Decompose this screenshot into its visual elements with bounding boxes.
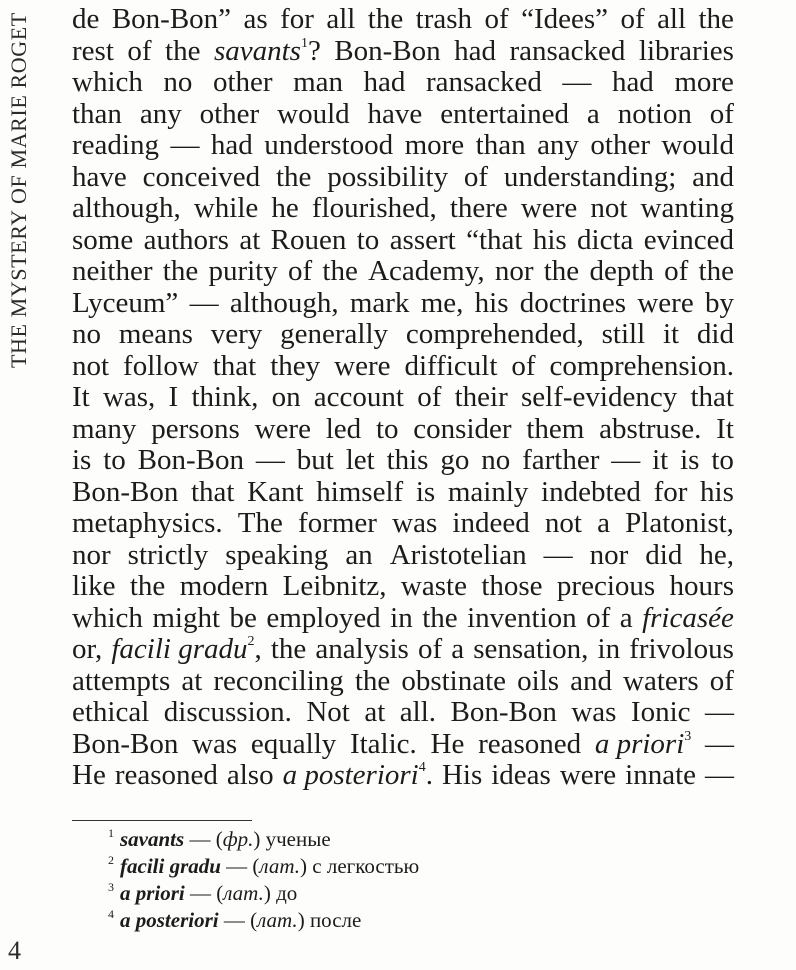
word: this bbox=[386, 444, 429, 476]
word: their bbox=[454, 381, 508, 413]
footnote-separator: — ( bbox=[184, 827, 223, 851]
word: man bbox=[293, 66, 343, 98]
word: mainly bbox=[447, 475, 529, 508]
word: had bbox=[611, 66, 654, 98]
word: himself bbox=[316, 475, 404, 508]
word: neither bbox=[72, 255, 153, 287]
word: trash bbox=[415, 3, 473, 35]
word: is bbox=[72, 444, 92, 476]
word: more bbox=[404, 129, 465, 161]
word: — bbox=[705, 696, 734, 728]
word: The bbox=[237, 507, 283, 539]
word: no bbox=[481, 444, 511, 476]
word: they bbox=[270, 349, 321, 382]
footnote-rule bbox=[72, 820, 252, 821]
word: account bbox=[313, 381, 404, 413]
word: — bbox=[705, 727, 734, 760]
word: those bbox=[481, 570, 543, 602]
word: all. bbox=[399, 696, 437, 728]
word: in bbox=[597, 633, 621, 665]
word: Bon-Bon bbox=[334, 34, 441, 67]
text-line bbox=[72, 571, 734, 603]
text-line bbox=[72, 4, 734, 36]
word: Bon-Bon bbox=[72, 475, 179, 508]
footnote-separator: — ( bbox=[220, 854, 260, 878]
word: the bbox=[543, 255, 580, 287]
word: invention bbox=[467, 601, 577, 634]
word: the bbox=[698, 255, 734, 287]
word: but bbox=[296, 444, 334, 476]
word: of bbox=[417, 381, 442, 413]
word: the bbox=[422, 601, 458, 634]
word: other bbox=[199, 97, 260, 130]
word: Platonist, bbox=[625, 507, 734, 539]
word: understood bbox=[264, 129, 394, 161]
word: of bbox=[620, 3, 645, 35]
word: is bbox=[680, 444, 700, 476]
word: and bbox=[692, 160, 734, 193]
word: flourished, bbox=[311, 192, 437, 224]
word: rest bbox=[72, 34, 114, 67]
word: was bbox=[571, 696, 617, 728]
text-line bbox=[72, 603, 734, 635]
word: modern bbox=[179, 570, 269, 602]
word: also bbox=[226, 759, 274, 791]
word: had bbox=[363, 66, 406, 98]
word: the bbox=[165, 34, 201, 67]
word: wanting bbox=[640, 192, 734, 224]
word: although, bbox=[72, 192, 181, 224]
word: no bbox=[163, 66, 193, 98]
word: “that bbox=[466, 223, 523, 256]
word: was, bbox=[102, 381, 156, 413]
word: attempts bbox=[72, 664, 171, 697]
footnote-separator: ) bbox=[263, 881, 277, 905]
word: were bbox=[334, 349, 391, 382]
page-number: 4 bbox=[8, 936, 21, 965]
footnote-gloss: до bbox=[276, 881, 298, 905]
word: the bbox=[129, 570, 166, 602]
word: to bbox=[103, 444, 126, 476]
text-line bbox=[72, 225, 734, 257]
word: of bbox=[484, 3, 509, 35]
word: reading bbox=[72, 129, 159, 161]
word: of bbox=[664, 255, 689, 287]
punctuation: ? bbox=[307, 34, 321, 67]
footnote-language: лат. bbox=[223, 881, 264, 905]
word: of bbox=[127, 34, 152, 67]
word: the bbox=[698, 3, 734, 35]
word: a bbox=[597, 507, 610, 539]
word: that bbox=[212, 349, 257, 382]
word: is bbox=[415, 475, 436, 508]
word: that bbox=[191, 475, 235, 508]
text-line bbox=[72, 130, 734, 162]
word: Bon-Bon” bbox=[111, 3, 232, 35]
word: not bbox=[544, 507, 582, 539]
word: his bbox=[474, 286, 509, 319]
word: conceived bbox=[142, 160, 261, 193]
word: notion bbox=[617, 97, 692, 130]
footnote-term: savants bbox=[120, 827, 185, 851]
text-line bbox=[72, 508, 734, 540]
word-group bbox=[283, 760, 433, 792]
word: generally bbox=[280, 318, 388, 350]
word: he, bbox=[699, 538, 734, 571]
footnote-ref[interactable]: 1 bbox=[300, 35, 308, 51]
word: in bbox=[390, 601, 413, 634]
word: It bbox=[716, 412, 734, 445]
word: nor bbox=[494, 255, 534, 287]
word: think, bbox=[191, 381, 259, 413]
word: reconciling bbox=[213, 664, 344, 697]
punctuation: . bbox=[425, 759, 433, 791]
word: possibility bbox=[327, 160, 449, 193]
word: — bbox=[189, 286, 219, 319]
word: — bbox=[543, 538, 573, 571]
word: fricasée bbox=[642, 601, 734, 634]
word: the bbox=[270, 633, 307, 665]
word: other bbox=[212, 66, 273, 98]
word: any bbox=[537, 129, 579, 161]
word: which bbox=[72, 66, 143, 98]
word: were bbox=[559, 759, 617, 791]
word: were bbox=[520, 192, 578, 224]
footnote-language: лат. bbox=[259, 854, 301, 878]
word: the bbox=[322, 255, 358, 287]
word: the bbox=[275, 160, 312, 193]
word: analysis bbox=[315, 633, 409, 665]
word: Lyceum” bbox=[72, 286, 179, 319]
word: — bbox=[562, 66, 592, 98]
text-line bbox=[72, 445, 734, 477]
word: to bbox=[711, 444, 734, 476]
word: It bbox=[72, 381, 90, 413]
footnote-ref[interactable]: 4 bbox=[418, 760, 426, 775]
word: as bbox=[243, 3, 268, 35]
word: — bbox=[704, 759, 734, 791]
footnote-number: 2 bbox=[108, 853, 114, 867]
word: of bbox=[586, 601, 611, 634]
word: oils bbox=[517, 664, 560, 697]
footnote-gloss: ученые bbox=[265, 827, 331, 851]
word: still bbox=[601, 318, 646, 350]
footnotes bbox=[108, 826, 708, 934]
word: Bon-Bon bbox=[72, 727, 179, 760]
word: any bbox=[139, 97, 182, 130]
word: depth bbox=[589, 255, 654, 287]
word: of bbox=[511, 349, 536, 382]
word: hours bbox=[669, 570, 734, 602]
word: of bbox=[287, 255, 313, 287]
word-group bbox=[214, 36, 321, 68]
word: He bbox=[430, 727, 465, 760]
footnote-number: 3 bbox=[108, 880, 114, 894]
text-line bbox=[72, 697, 734, 729]
word: farther bbox=[522, 444, 600, 476]
word: many bbox=[72, 412, 137, 445]
word: all bbox=[657, 3, 687, 35]
word: the bbox=[162, 255, 199, 287]
word: Italic. bbox=[349, 727, 417, 760]
word: more bbox=[674, 66, 734, 98]
word: the bbox=[354, 664, 391, 697]
footnote-gloss: с легкостью bbox=[312, 854, 420, 878]
word: not bbox=[72, 349, 110, 382]
text-line bbox=[72, 634, 734, 666]
text-line bbox=[72, 540, 734, 572]
word: abstruse. bbox=[599, 412, 702, 445]
word: than bbox=[72, 97, 122, 130]
word: follow bbox=[123, 349, 199, 382]
word: precious bbox=[556, 570, 656, 602]
word: did bbox=[645, 538, 683, 571]
word: means bbox=[118, 318, 193, 350]
word: all bbox=[326, 3, 356, 35]
word: a bbox=[619, 601, 633, 634]
text-line bbox=[72, 414, 734, 446]
text-line bbox=[72, 319, 734, 351]
text-line bbox=[72, 99, 734, 131]
word: Bon-Bon bbox=[137, 444, 244, 476]
word: like bbox=[72, 570, 116, 602]
word: mark bbox=[349, 286, 410, 319]
word: metaphysics. bbox=[72, 507, 223, 539]
footnote-separator: ) bbox=[300, 854, 313, 878]
word: strictly bbox=[127, 538, 209, 571]
word: — bbox=[611, 444, 641, 476]
word: was bbox=[392, 507, 438, 539]
text-line bbox=[72, 36, 734, 68]
word: Bon-Bon bbox=[450, 696, 557, 728]
footnote-separator: ) bbox=[253, 827, 266, 851]
word: waste bbox=[400, 570, 467, 602]
running-head: THE MYSTERY OF MARIE ROGET bbox=[6, 12, 31, 368]
word: reasoned bbox=[114, 759, 218, 791]
word: dicta bbox=[577, 223, 634, 256]
word: obstinate bbox=[401, 664, 507, 697]
word: consider bbox=[413, 412, 512, 445]
footnote-number: 1 bbox=[108, 826, 114, 840]
word: was bbox=[192, 727, 238, 760]
word: evinced bbox=[643, 223, 734, 256]
word: comprehension. bbox=[549, 349, 734, 382]
word: led bbox=[325, 412, 362, 445]
word: an bbox=[345, 538, 373, 571]
word: his bbox=[532, 223, 567, 256]
word: Aristotelian bbox=[389, 538, 527, 571]
footnote-gloss: после bbox=[309, 908, 362, 932]
word: at bbox=[239, 223, 261, 256]
word: employed bbox=[266, 601, 381, 634]
word: at bbox=[364, 696, 386, 728]
word: would bbox=[661, 129, 734, 161]
word: were bbox=[254, 412, 311, 445]
word: Rouen bbox=[270, 223, 347, 256]
word: had bbox=[454, 34, 496, 67]
word: understanding; bbox=[503, 160, 677, 193]
text-line bbox=[72, 666, 734, 698]
word: savants bbox=[213, 34, 301, 67]
word: he bbox=[271, 192, 299, 224]
word: let bbox=[345, 444, 375, 476]
word: “Idees” bbox=[521, 3, 609, 35]
word: on bbox=[271, 381, 301, 413]
word: reasoned bbox=[478, 727, 582, 760]
word: me, bbox=[420, 286, 464, 319]
word: Leibnitz, bbox=[282, 570, 387, 602]
text-line bbox=[72, 760, 734, 792]
word: self-evidency bbox=[521, 381, 678, 413]
word: comprehended, bbox=[405, 318, 584, 350]
text-line bbox=[72, 477, 734, 509]
word: nor bbox=[72, 538, 111, 571]
word: ethical bbox=[72, 696, 150, 728]
text-line bbox=[72, 382, 734, 414]
word: a posteriori bbox=[282, 759, 419, 791]
word-group bbox=[111, 634, 261, 666]
footnote bbox=[108, 853, 708, 880]
word: not bbox=[590, 192, 628, 224]
word: of bbox=[709, 97, 734, 130]
word: and bbox=[570, 664, 612, 697]
word: might bbox=[152, 601, 221, 634]
word: indebted bbox=[541, 475, 641, 508]
word: waters bbox=[623, 664, 699, 697]
footnote-ref[interactable]: 3 bbox=[684, 728, 692, 744]
word: purity bbox=[208, 255, 278, 287]
word: de bbox=[72, 3, 100, 35]
word: there bbox=[449, 192, 508, 224]
word: nor bbox=[589, 538, 629, 571]
word: his bbox=[700, 475, 734, 508]
word: Not bbox=[306, 696, 350, 728]
word: go bbox=[440, 444, 470, 476]
word-group bbox=[595, 729, 691, 761]
word: Academy, bbox=[368, 255, 485, 287]
word: — bbox=[255, 444, 285, 476]
word: it bbox=[652, 444, 669, 476]
word: which bbox=[72, 601, 143, 634]
word: speaking bbox=[225, 538, 329, 571]
word: ideas bbox=[491, 759, 551, 791]
footnote-separator: ) bbox=[297, 908, 310, 932]
word: although, bbox=[229, 286, 339, 319]
punctuation: , bbox=[254, 633, 262, 665]
word: indeed bbox=[452, 507, 530, 539]
word: or, bbox=[72, 633, 103, 665]
text-line bbox=[72, 162, 734, 194]
word: He bbox=[72, 759, 106, 791]
word: equally bbox=[250, 727, 337, 760]
word: were bbox=[637, 286, 694, 319]
word: to bbox=[356, 223, 380, 256]
word: persons bbox=[151, 412, 240, 445]
word: for bbox=[653, 475, 688, 508]
word: — bbox=[170, 129, 200, 161]
word: while bbox=[193, 192, 259, 224]
word: to bbox=[375, 412, 399, 445]
word: His bbox=[441, 759, 483, 791]
word: the bbox=[367, 3, 404, 35]
footnote-term: a posteriori bbox=[120, 908, 219, 932]
text-line bbox=[72, 193, 734, 225]
word: have bbox=[72, 160, 127, 193]
footnote-language: лат. bbox=[257, 908, 298, 932]
footnote-term: facili gradu bbox=[120, 854, 221, 878]
word: sensation, bbox=[473, 633, 589, 665]
footnote-ref[interactable]: 2 bbox=[247, 634, 255, 649]
body-text bbox=[72, 4, 734, 792]
word: authors bbox=[143, 223, 229, 256]
word: Ionic bbox=[630, 696, 691, 728]
word: assert bbox=[389, 223, 456, 256]
text-line bbox=[72, 256, 734, 288]
text-line bbox=[72, 288, 734, 320]
word: them bbox=[526, 412, 585, 445]
footnote bbox=[108, 826, 708, 853]
word: I bbox=[168, 381, 179, 413]
text-line bbox=[72, 729, 734, 761]
word: entertained bbox=[440, 97, 570, 130]
word: doctrines bbox=[519, 286, 627, 319]
footnote-language: фр. bbox=[222, 827, 254, 851]
word: at bbox=[181, 664, 203, 697]
word: by bbox=[704, 286, 734, 319]
footnote-separator: — ( bbox=[218, 908, 258, 932]
word: some bbox=[72, 223, 134, 256]
footnote-number: 4 bbox=[108, 907, 114, 921]
word: no bbox=[72, 318, 101, 350]
word: former bbox=[298, 507, 377, 539]
word: a bbox=[451, 633, 465, 665]
word: had bbox=[210, 129, 253, 161]
word: would bbox=[277, 97, 350, 130]
word: of bbox=[417, 633, 443, 665]
word: very bbox=[210, 318, 263, 350]
word: it bbox=[662, 318, 680, 350]
word: ransacked bbox=[425, 66, 542, 98]
word: discussion. bbox=[163, 696, 292, 728]
text-line bbox=[72, 67, 734, 99]
footnote-separator: — ( bbox=[184, 881, 224, 905]
word: Kant bbox=[247, 475, 304, 508]
word: of bbox=[709, 664, 734, 697]
text-line bbox=[72, 351, 734, 383]
footnote bbox=[108, 880, 708, 907]
word: than bbox=[475, 129, 526, 161]
word: that bbox=[690, 381, 734, 413]
word: for bbox=[280, 3, 314, 35]
word: facili gradu bbox=[111, 633, 248, 665]
word: libraries bbox=[638, 34, 734, 67]
word: have bbox=[367, 97, 423, 130]
word: ransacked bbox=[509, 34, 626, 67]
word: other bbox=[590, 129, 650, 161]
word: a bbox=[586, 97, 600, 130]
word: did bbox=[696, 318, 734, 350]
word: a priori bbox=[594, 727, 685, 760]
word: frivolous bbox=[629, 633, 734, 665]
footnote bbox=[108, 907, 708, 934]
word: be bbox=[229, 601, 257, 634]
footnote-term: a priori bbox=[120, 881, 185, 905]
word: innate bbox=[625, 759, 696, 791]
word: difficult bbox=[404, 349, 498, 382]
word: of bbox=[463, 160, 489, 193]
